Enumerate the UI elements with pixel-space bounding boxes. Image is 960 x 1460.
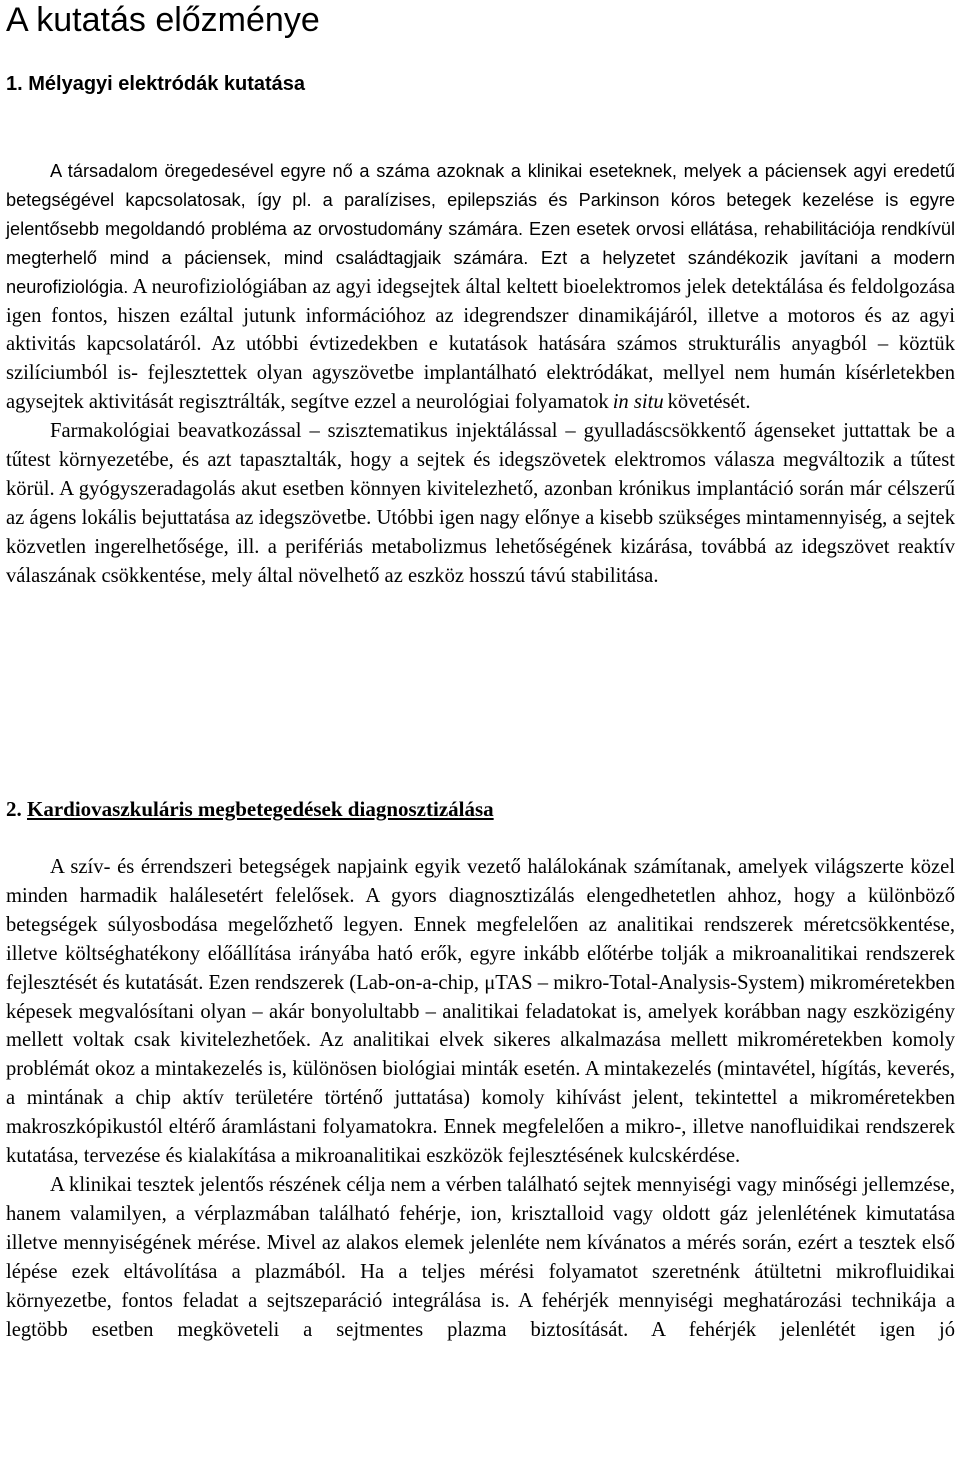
italic-in-situ: in situ (612, 391, 664, 414)
section-1-heading: 1. Mélyagyi elektródák kutatása (6, 73, 306, 95)
section-1-paragraph-1 (6, 157, 955, 591)
section-1-neuro-text: A neurofiziológiában az agyi idegsejtek által keltett bioelektromos jelek detektálása és feldolgozása igen fontos, hiszen ezáltal jutunk információhoz az idegrendszer dinamikájáról, illetve a motoros és az agyi aktivitás kapcsolatáról. Az utóbbi évtizedekben e kutatások hatására számos strukturális anyagból – köztük szilíciumból is- fejlesztettek olyan agyszövetbe implantálható elektródákat, mellyel nem humán kísérletekben agysejtek aktivitását regisztrálták, segítve ezzel a neurológiai folyamatok (6, 275, 955, 414)
section-2-body (6, 853, 955, 1344)
section-2-paragraph-2: A klinikai tesztek jelentős részének célja nem a vérben található sejtek mennyiségi vagy minőségi jellemzése, hanem valamilyen, a vérplazmában található fehérje, ion, krisztalloid vagy oldott gáz jelenlétének kimutatása illetve mennyiségének mérése. Mivel az alakos elemek jelenléte nem kívánatos a mérés során, ezért a tesztek első lépése ezek eltávolítása a plazmából. Ha a teljes mérési folyamatot szeretnénk átültetni mikrofluidikai környezetbe, fontos feladat a sejtszeparáció integrálása is. A fehérjék mennyiségi meghatározási technikája a legtöbb esetben megköveteli a sejtmentes plazma biztosítását. A fehérjék jelenlétét igen jó (6, 1173, 955, 1341)
section-1-intro-text: A társadalom öregedesével egyre nő a száma azoknak a klinikai eseteknek, melyek a páciensek agyi eredetű betegségével kapcsolatosak, így pl. a paralízises, epilepsziás és Parkinson kóros betegek kezelése is egyre jelentősebb megoldandó probléma az orvostudomány számára. Ezen esetek orvosi ellátása, rehabilitációja rendkívül megterhelő mind a páciensek, mind családtagjaik számára. Ezt a helyzetet szándékozik javítani a modern neurofiziológia. (6, 161, 955, 297)
section-2-heading (6, 796, 494, 822)
section-2-title: Kardiovaszkuláris megbetegedések diagnosztizálása (27, 797, 494, 821)
section-2-number: 2. (6, 797, 22, 821)
section-1-neuro-tail: követését. (667, 391, 751, 414)
page-title: A kutatás előzménye (6, 1, 320, 39)
section-2-paragraph-1: A szív- és érrendszeri betegségek napjaink egyik vezető halálokának számítanak, amelyek világszerte közel minden harmadik halálesetért felelősek. A gyors diagnosztizálás elengedhetetlen ahhoz, hogy a különböző betegségek súlyosbodása megelőzhető legyen. Ennek megfelelően az analitikai rendszerek méretcsökkentése, illetve költséghatékony előállítása irányába ható erők, egyre inkább előtérbe tolják a mikroanalitikai rendszerek fejlesztését és kutatását. Ezen rendszerek (Lab-on-a-chip, μTAS – mikro-Total-Analysis-System) mikroméretekben képesek megvalósítani olyan – akár bonyolultabb – analitikai feladatokat is, amelyek korábban nagy eszközigény mellett voltak csak kivitelezhetőek. Az analitikai elvek sikeres alkalmazása mellett mikroméretekben komoly problémát okoz a mintakezelés is, különösen biológiai minták esetén. A mintakezelés (mintavétel, hígítás, keverés, a mintának a chip aktív területére történő juttatása) komoly kihívást jelent, tekintettel a mikroméretekben makroszkópikustól eltérő áramlástani folyamatokra. Ennek megfelelően a mikro-, illetve nanofluidikai rendszerek kutatása, tervezése és kialakítása a mikroanalitikai eszközök fejlesztésének kulcskérdése. (6, 856, 955, 1168)
section-1-paragraph-2: Farmakológiai beavatkozással – szisztematikus injektálással – gyulladáscsökkentő ágenseket juttattak be a tűtest környezetébe, és azt tapasztalták, hogy a sejtek és idegszövetek elektromos válasza megváltozik a tűtest körül. A gyógyszeradagolás akut esetben könnyen kivitelezhető, azonban krónikus implantáció során már célszerű az ágens lokális bejuttatása az idegszövetbe. Utóbbi igen nagy előnye a kisebb szükséges mintamennyiség, a sejtek közvetlen ingerelhetősége, ill. a perifériás metabolizmus lehetőségének kizárása, továbbá az idegszövet reaktív válaszának csökkentése, mely által növelhető az eszköz hosszú távú stabilitása. (6, 420, 955, 587)
